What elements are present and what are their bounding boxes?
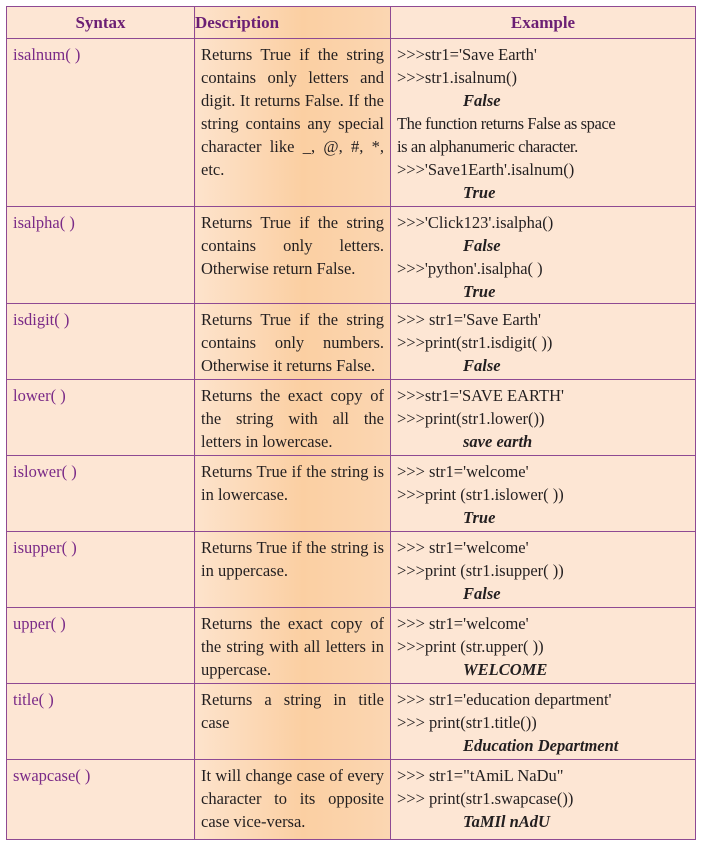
description-cell: Returns the exact copy of the string with all letters in uppercase. [195,608,391,684]
example-cell [391,380,696,456]
table-row [7,380,696,456]
example-cell [391,532,696,608]
example-code-line: >>>'Click123'.isalpha() [397,213,554,232]
syntax-cell: isdigit( ) [7,304,195,380]
table-row [7,684,696,760]
syntax-cell: lower( ) [7,380,195,456]
table-row [7,456,696,532]
example-code-line: >>> str1='welcome' [397,614,529,633]
example-code-line: >>> print(str1.title()) [397,713,537,732]
table-row [7,760,696,840]
table-row [7,207,696,304]
description-cell: Returns the exact copy of the string with all the letters in lowercase. [195,380,391,456]
syntax-cell: isupper( ) [7,532,195,608]
example-code-line: >>>print (str1.isupper( )) [397,561,564,580]
example-code-line: >>> print(str1.swapcase()) [397,789,574,808]
example-code-line: >>> str1='welcome' [397,462,529,481]
description-cell: Returns a string in title case [195,684,391,760]
description-cell: Returns True if the string contains only letters and digit. It returns False. If the string contains any special character like _, @, #, *, etc. [195,39,391,207]
example-code-line: >>>print(str1.isdigit( )) [397,333,553,352]
example-cell [391,304,696,380]
example-cell [391,456,696,532]
example-result: False [463,356,501,375]
example-result: save earth [463,432,533,451]
description-cell: It will change case of every character to its opposite case vice-versa. [195,760,391,840]
example-cell [391,684,696,760]
example-code-line: >>>str1='Save Earth' [397,45,537,64]
table-row [7,532,696,608]
syntax-cell: isalpha( ) [7,207,195,304]
syntax-cell: upper( ) [7,608,195,684]
example-cell [391,207,696,304]
example-cell [391,608,696,684]
example-code-line: >>>str1='SAVE EARTH' [397,386,565,405]
example-result: False [463,584,501,603]
syntax-cell: islower( ) [7,456,195,532]
table-row [7,608,696,684]
example-code-line: is an alphanumeric character. [397,137,578,156]
example-result: True [463,183,496,202]
example-cell [391,39,696,207]
example-result: WELCOME [463,660,548,679]
example-result: False [463,91,501,110]
example-code-line: >>> str1='Save Earth' [397,310,541,329]
example-result: True [463,282,496,301]
example-code-line: The function returns False as space [397,114,616,133]
example-code-line: >>> str1="tAmiL NaDu" [397,766,564,785]
example-result: False [463,236,501,255]
example-code-line: >>>print(str1.lower()) [397,409,545,428]
example-result: TaMIl nAdU [463,812,550,831]
header-row [7,7,696,39]
table-row [7,39,696,207]
example-code-line: >>>print (str1.islower( )) [397,485,564,504]
header-syntax: Syntax [7,7,195,39]
description-cell: Returns True if the string is in uppercase. [195,532,391,608]
header-example: Example [391,7,696,39]
example-code-line: >>>str1.isalnum() [397,68,518,87]
example-code-line: >>>'Save1Earth'.isalnum() [397,160,575,179]
example-code-line: >>>print (str.upper( )) [397,637,544,656]
example-result: True [463,508,496,527]
header-description: Description [195,7,391,39]
syntax-cell: title( ) [7,684,195,760]
syntax-cell: swapcase( ) [7,760,195,840]
string-methods-table [6,6,696,840]
example-cell [391,760,696,840]
example-code-line: >>> str1='welcome' [397,538,529,557]
example-result: Education Department [463,736,619,755]
syntax-cell: isalnum( ) [7,39,195,207]
description-cell: Returns True if the string is in lowercase. [195,456,391,532]
description-cell: Returns True if the string contains only letters. Otherwise return False. [195,207,391,304]
example-code-line: >>> str1='education department' [397,690,612,709]
example-code-line: >>>'python'.isalpha( ) [397,259,543,278]
table-row [7,304,696,380]
description-cell: Returns True if the string contains only numbers. Otherwise it returns False. [195,304,391,380]
